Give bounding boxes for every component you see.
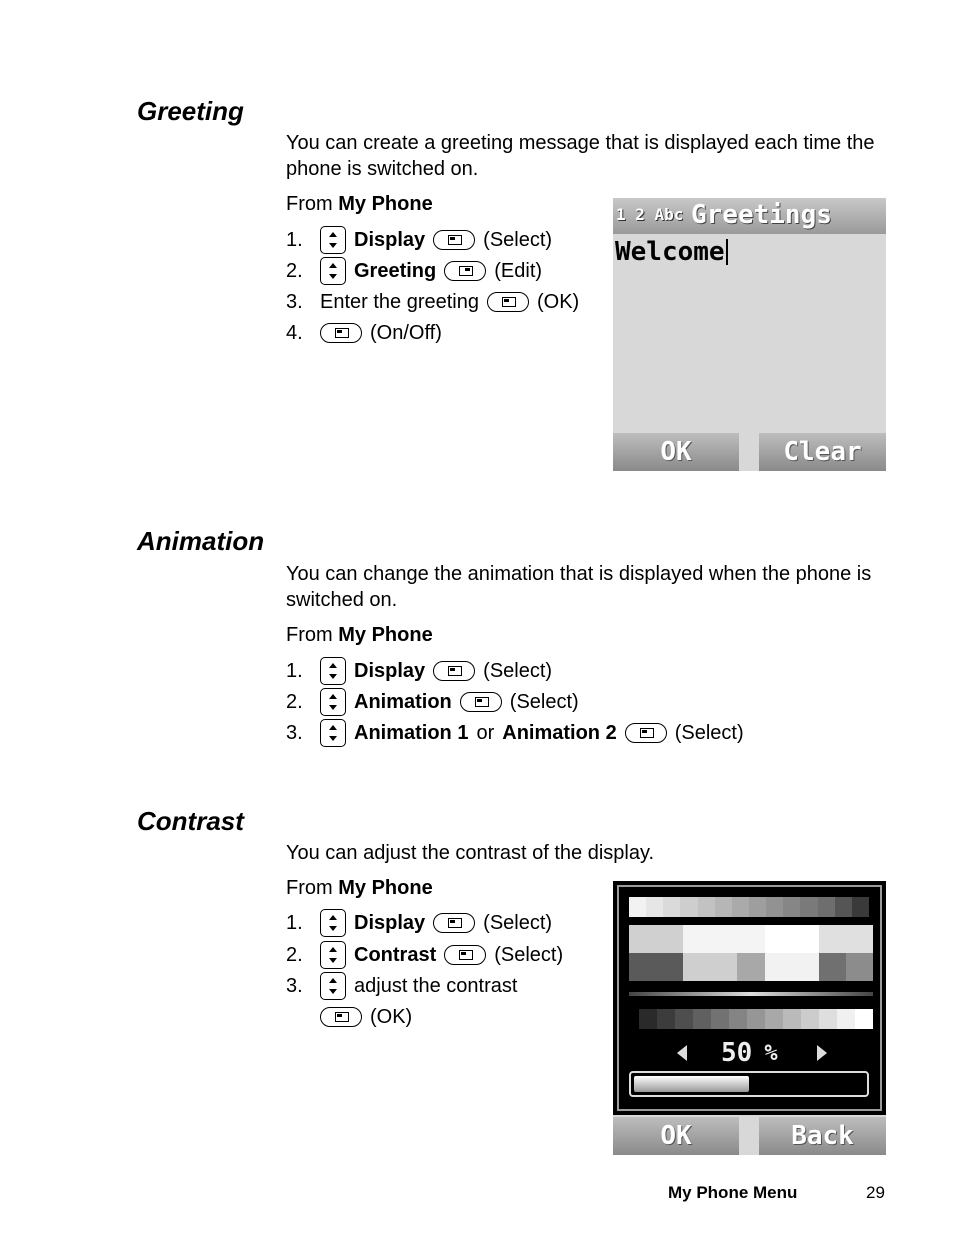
gray-swatch — [783, 1009, 801, 1029]
gray-swatch — [792, 925, 819, 953]
navigation-key-icon — [320, 688, 346, 716]
gray-swatch — [646, 897, 663, 917]
step-action: (Edit) — [494, 259, 543, 282]
contrast-description: You can adjust the contrast of the display. — [286, 842, 655, 864]
animation-step-3 — [286, 719, 744, 747]
grayscale-gradient-strip — [639, 1009, 873, 1029]
from-prefix: From — [286, 193, 333, 215]
gray-swatch — [749, 897, 766, 917]
step-action: (Select) — [483, 228, 553, 251]
from-menu: My Phone — [338, 877, 433, 899]
gray-swatch — [855, 1009, 873, 1029]
step-item: Animation 1 — [354, 721, 469, 744]
gray-swatch — [783, 897, 800, 917]
gray-swatch — [765, 953, 792, 981]
contrast-phone-screen — [613, 881, 886, 1155]
gray-swatch — [837, 1009, 855, 1029]
contrast-step-3 — [286, 972, 517, 1000]
navigation-key-icon — [320, 226, 346, 254]
step-number: 1. — [286, 228, 303, 251]
gray-swatch — [656, 925, 683, 953]
grayscale-strip — [629, 897, 869, 917]
footer-section-title: My Phone Menu — [668, 1183, 798, 1202]
gray-swatch — [737, 925, 764, 953]
gray-swatch — [801, 1009, 819, 1029]
gray-swatch — [710, 953, 737, 981]
select-key-icon — [433, 661, 475, 681]
from-prefix: From — [286, 877, 333, 899]
screen-title-bar — [613, 198, 886, 234]
step-action: (Select) — [483, 911, 553, 934]
greeting-text-field — [615, 236, 728, 268]
divider-line — [629, 992, 873, 996]
gray-swatch — [747, 1009, 765, 1029]
greeting-description: You can create a greeting message that is displayed each time the phone is switched on. — [286, 132, 875, 180]
gray-swatch — [765, 1009, 783, 1029]
gray-swatch — [715, 897, 732, 917]
contrast-sample-light — [629, 925, 873, 953]
contrast-step-2 — [286, 941, 563, 969]
step-connector: or — [476, 721, 495, 744]
contrast-display-area — [613, 881, 886, 1115]
step-item: Animation — [354, 690, 452, 713]
select-key-icon — [433, 913, 475, 933]
gray-swatch — [819, 1009, 837, 1029]
from-prefix: From — [286, 624, 333, 646]
step-text: adjust the contrast — [354, 974, 518, 997]
gray-swatch — [639, 1009, 657, 1029]
step-action: (OK) — [370, 1005, 413, 1028]
greeting-phone-screen — [613, 198, 886, 471]
gray-swatch — [663, 897, 680, 917]
gray-swatch — [852, 897, 869, 917]
gray-swatch — [683, 953, 710, 981]
greeting-step-4 — [286, 319, 442, 347]
step-number: 2. — [286, 259, 303, 282]
animation-step-2 — [286, 688, 579, 716]
contrast-sample-dark — [629, 953, 873, 981]
decrease-arrow-icon — [677, 1045, 687, 1061]
gray-swatch — [711, 1009, 729, 1029]
text-cursor — [726, 239, 728, 265]
greeting-step-3 — [286, 288, 579, 316]
input-mode-icons: 1 2 Abc — [616, 205, 684, 224]
percent-unit: % — [764, 1040, 778, 1066]
page-number: 29 — [866, 1183, 885, 1202]
navigation-key-icon — [320, 719, 346, 747]
from-menu: My Phone — [338, 624, 433, 646]
step-action: (On/Off) — [370, 321, 442, 344]
select-key-icon — [320, 323, 362, 343]
animation-from-line — [286, 624, 433, 647]
gray-swatch — [819, 953, 846, 981]
greeting-heading: Greeting — [137, 96, 244, 126]
increase-arrow-icon — [817, 1045, 827, 1061]
step-action: (Select) — [674, 721, 744, 744]
gray-swatch — [710, 925, 737, 953]
step-number: 2. — [286, 690, 303, 713]
gray-swatch — [846, 925, 873, 953]
step-number: 3. — [286, 974, 303, 997]
back-softkey: Back — [759, 1117, 886, 1155]
navigation-key-icon — [320, 909, 346, 937]
gray-swatch — [819, 925, 846, 953]
navigation-key-icon — [320, 941, 346, 969]
contrast-level-bar — [629, 1071, 869, 1097]
contrast-step-3-confirm — [320, 1003, 412, 1031]
step-item: Greeting — [354, 259, 437, 282]
navigation-key-icon — [320, 972, 346, 1000]
greeting-step-2 — [286, 257, 542, 285]
gray-swatch — [698, 897, 715, 917]
contrast-from-line — [286, 877, 433, 900]
select-key-icon — [433, 230, 475, 250]
animation-step-1 — [286, 657, 552, 685]
gray-swatch — [657, 1009, 675, 1029]
clear-softkey: Clear — [759, 433, 886, 471]
percent-value: 50 — [721, 1038, 753, 1068]
gray-swatch — [629, 897, 646, 917]
select-key-icon — [444, 945, 486, 965]
gray-swatch — [835, 897, 852, 917]
ok-softkey: OK — [613, 1117, 739, 1155]
step-action: (Select) — [483, 659, 553, 682]
gray-swatch — [732, 897, 749, 917]
step-number: 1. — [286, 659, 303, 682]
contrast-heading: Contrast — [137, 806, 244, 836]
edit-key-icon — [444, 261, 486, 281]
select-key-icon — [487, 292, 529, 312]
select-key-icon — [625, 723, 667, 743]
greeting-text: Welcome — [615, 237, 725, 267]
step-item-2: Animation 2 — [502, 721, 617, 744]
animation-description: You can change the animation that is displayed when the phone is switched on. — [286, 563, 872, 611]
gray-swatch — [800, 897, 817, 917]
step-item: Display — [354, 659, 426, 682]
greeting-step-1 — [286, 226, 552, 254]
select-key-icon — [460, 692, 502, 712]
gray-swatch — [818, 897, 835, 917]
gray-swatch — [729, 1009, 747, 1029]
step-item: Display — [354, 228, 426, 251]
gray-swatch — [683, 925, 710, 953]
step-number: 2. — [286, 943, 303, 966]
gray-swatch — [792, 953, 819, 981]
step-item: Contrast — [354, 943, 437, 966]
contrast-percentage — [721, 1037, 778, 1069]
step-number: 3. — [286, 290, 303, 313]
gray-swatch — [629, 925, 656, 953]
step-action: (Select) — [509, 690, 579, 713]
gray-swatch — [680, 897, 697, 917]
gray-swatch — [737, 953, 764, 981]
gray-swatch — [766, 897, 783, 917]
gray-swatch — [693, 1009, 711, 1029]
step-number: 1. — [286, 911, 303, 934]
gray-swatch — [629, 953, 656, 981]
step-text: Enter the greeting — [320, 290, 479, 313]
greeting-from-line — [286, 193, 433, 216]
contrast-step-1 — [286, 909, 552, 937]
navigation-key-icon — [320, 657, 346, 685]
step-action: (Select) — [494, 943, 564, 966]
from-menu: My Phone — [338, 193, 433, 215]
step-item: Display — [354, 911, 426, 934]
ok-softkey: OK — [613, 433, 739, 471]
gray-swatch — [765, 925, 792, 953]
step-action: (OK) — [537, 290, 580, 313]
step-number: 3. — [286, 721, 303, 744]
gray-swatch — [846, 953, 873, 981]
step-number: 4. — [286, 321, 303, 344]
gray-swatch — [675, 1009, 693, 1029]
navigation-key-icon — [320, 257, 346, 285]
screen-title: Greetings — [691, 200, 832, 230]
contrast-level-fill — [634, 1076, 749, 1092]
select-key-icon — [320, 1007, 362, 1027]
gray-swatch — [656, 953, 683, 981]
animation-heading: Animation — [137, 526, 265, 556]
